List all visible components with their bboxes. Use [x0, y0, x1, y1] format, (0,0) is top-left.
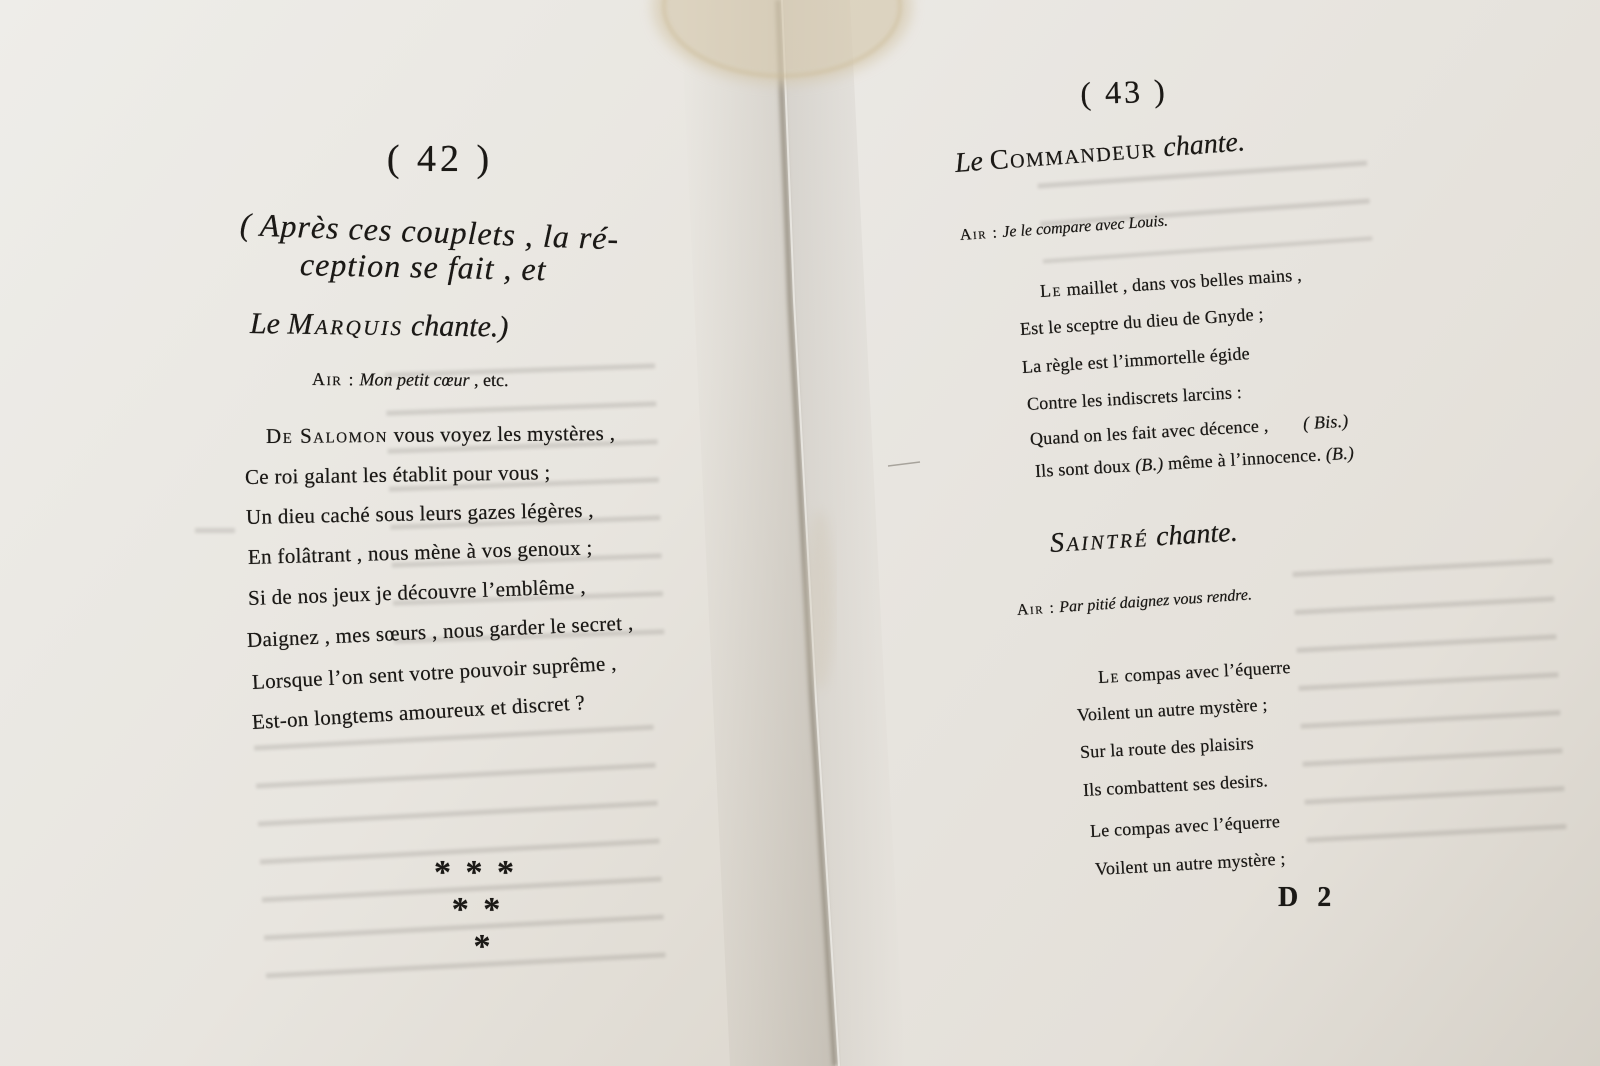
verse-line: Contre les indiscrets larcins : [1026, 382, 1243, 414]
verse-text: même à l’innocence. [1167, 444, 1322, 474]
repeat-marker: (B.) [1325, 442, 1355, 465]
air-suffix: , etc. [473, 369, 509, 391]
air-indication [1016, 587, 1252, 619]
show-through-text [1293, 558, 1568, 861]
verse-lead: De Salomon [265, 422, 389, 448]
air-label: Air : [1016, 599, 1056, 619]
speaker-action: chante.) [410, 309, 509, 344]
air-title: Mon petit cœur [359, 369, 470, 390]
verse-line [1029, 412, 1348, 448]
verse-line: Ils combattent ses desirs. [1082, 770, 1269, 800]
asterism-ornament: * [473, 928, 491, 965]
verse-text: Ils sont doux [1034, 455, 1132, 481]
signature-mark: D 2 [1278, 882, 1338, 913]
verse-line: La règle est l’immortelle égide [1021, 343, 1251, 377]
verse-line: Est-on longtems amoureux et discret ? [251, 690, 586, 734]
air-title: Je le compare avec Louis. [1001, 212, 1169, 242]
verse-line: Sur la route des plaisirs [1079, 732, 1255, 762]
speaker-action: chante. [1155, 516, 1239, 553]
verse-line: Lorsque l’on sent votre pouvoir suprême , [251, 650, 618, 694]
speaker-name: Commandeur [988, 132, 1158, 177]
right-page [800, 0, 1600, 1066]
air-label: Air : [959, 224, 999, 244]
speaker-name: Marquis [287, 307, 404, 343]
repeat-marker: ( Bis.) [1302, 410, 1349, 434]
page-number: ( 42 ) [386, 138, 494, 180]
air-label: Air : [311, 369, 356, 390]
speaker-heading [250, 309, 509, 343]
verse-lead: Le [1039, 279, 1063, 301]
verse-line: Voilent un autre mystère ; [1094, 848, 1287, 879]
verse-line: Est le sceptre du dieu de Gnyde ; [1019, 303, 1265, 339]
repeat-marker: (B.) [1134, 453, 1164, 476]
verse-line: En folâtrant , nous mène à vos genoux ; [247, 535, 593, 569]
verse-line: Un dieu caché sous leurs gazes légères , [245, 497, 595, 529]
page-number: ( 43 ) [1079, 72, 1169, 112]
asterism-ornament: * * [451, 891, 501, 928]
verse-text: Quand on les fait avec décence , [1029, 415, 1269, 449]
verse-line [1034, 444, 1354, 480]
stage-direction-line: ception se fait , et [299, 246, 547, 288]
verse-text: vous voyez les mystères , [393, 420, 616, 447]
verse-text: compas avec l’équerre [1124, 656, 1292, 686]
verse-line [1039, 266, 1302, 300]
stage-direction-line: ( Après ces couplets , la ré- [239, 206, 620, 257]
speaker-heading [954, 128, 1246, 178]
speaker-heading [1049, 516, 1239, 559]
verse-line [1098, 658, 1291, 686]
speaker-article: Le [249, 307, 281, 341]
air-indication [312, 370, 509, 389]
show-through-text [1038, 161, 1373, 264]
speaker-name: Saintré [1049, 521, 1151, 559]
verse-line: Daignez , mes sœurs , nous garder le secret , [246, 610, 634, 652]
speaker-article: Le [953, 145, 985, 179]
verse-line: Le compas avec l’équerre [1089, 811, 1281, 841]
verse-text: maillet , dans vos belles mains , [1065, 264, 1303, 300]
show-through-text [195, 528, 235, 558]
verse-lead: Le [1097, 665, 1121, 687]
verse-line: Ce roi galant les établit pour vous ; [244, 460, 551, 489]
verse-line: Si de nos jeux je découvre l’emblême , [247, 574, 587, 610]
asterism-ornament: * * * [434, 854, 514, 891]
air-title: Par pitié daignez vous rendre. [1058, 586, 1253, 617]
verse-line: Voilent un autre mystère ; [1076, 694, 1269, 725]
speaker-action: chante. [1162, 126, 1246, 164]
verse-line [265, 420, 616, 448]
